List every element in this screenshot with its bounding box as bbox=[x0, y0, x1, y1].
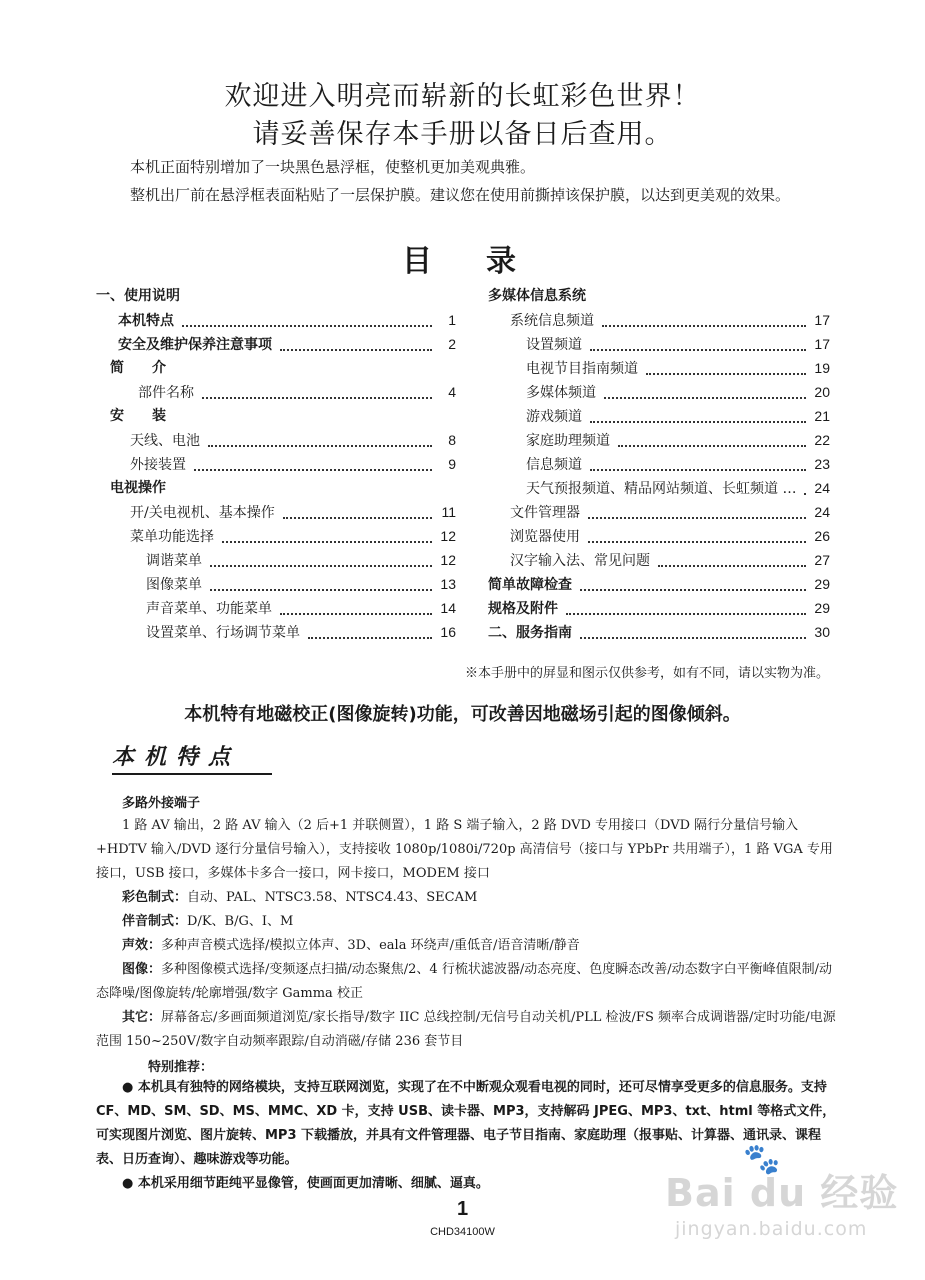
toc-entry bbox=[96, 356, 456, 380]
toc-entry bbox=[96, 596, 456, 620]
toc-entry-title: 安 装 bbox=[110, 408, 166, 424]
toc-entry-title: 浏览器使用 bbox=[510, 529, 580, 545]
toc-leader-dots bbox=[618, 445, 806, 447]
toc-entry bbox=[488, 548, 830, 572]
toc-entry bbox=[488, 500, 830, 524]
toc-entry-page: 29 bbox=[814, 600, 830, 616]
toc-entry-page: 22 bbox=[814, 432, 830, 448]
toc-left-column bbox=[96, 284, 456, 644]
toc-entry-page: 21 bbox=[814, 408, 830, 424]
toc-entry bbox=[488, 332, 830, 356]
sound-system-label: 伴音制式： bbox=[122, 914, 188, 929]
image-features-label: 图像： bbox=[122, 962, 162, 977]
toc-entry bbox=[96, 452, 456, 476]
watermark-url: jingyan.baidu.com bbox=[675, 1218, 868, 1240]
special-title: 特别推荐： bbox=[148, 1060, 214, 1075]
toc-entry-page: 1 bbox=[448, 312, 456, 328]
toc-entry-title: 设置频道 bbox=[526, 337, 582, 353]
toc-entry-title: 天气预报频道、精品网站频道、长虹频道 … bbox=[526, 481, 797, 497]
toc-entry bbox=[96, 476, 456, 500]
toc-entry bbox=[96, 524, 456, 548]
toc-right-column bbox=[488, 284, 830, 644]
toc-leader-dots bbox=[280, 349, 432, 351]
toc-leader-dots bbox=[580, 589, 806, 591]
toc-leader-dots bbox=[602, 325, 806, 327]
intro-paragraph-2: 整机出厂前在悬浮框表面粘贴了一层保护膜。建议您在使用前撕掉该保护膜，以达到更美观的效果。 bbox=[130, 186, 791, 204]
toc-leader-dots bbox=[590, 421, 806, 423]
toc-entry-title: 外接装置 bbox=[130, 457, 186, 473]
toc-leader-dots bbox=[658, 565, 806, 567]
toc-entry bbox=[488, 524, 830, 548]
other-features-value: 屏幕备忘/多画面频道浏览/家长指导/数字 IIC 总线控制/无信号自动关机/PLL 检波/FS 频率合成调谐器/定时功能/电源范围 150~250V/数字自动频率跟踪/自动消磁/存储 236 套节目 bbox=[96, 1010, 836, 1049]
toc-leader-dots bbox=[194, 469, 432, 471]
intro-paragraph-1: 本机正面特别增加了一块黑色悬浮框，使整机更加美观典雅。 bbox=[130, 158, 536, 176]
page-number: 1 bbox=[456, 1198, 469, 1220]
toc-entry bbox=[488, 380, 830, 404]
toc-leader-dots bbox=[580, 637, 806, 639]
toc-entry-title: 简单故障检查 bbox=[488, 577, 572, 593]
image-features bbox=[96, 958, 836, 1006]
sound-effect bbox=[96, 934, 836, 958]
toc-entry-title: 多媒体频道 bbox=[526, 385, 596, 401]
toc-entry-title: 本机特点 bbox=[118, 313, 174, 329]
image-features-value: 多种图像模式选择/变频逐点扫描/动态聚焦/2、4 行梳状滤波器/动态亮度、色度瞬态改善/动态数字白平衡峰值限制/动态降噪/图像旋转/轮廓增强/数字 Gamma 校正 bbox=[96, 962, 832, 1001]
toc-entry-page: 30 bbox=[814, 624, 830, 640]
toc-entry-page: 17 bbox=[814, 312, 830, 328]
toc-entry-page: 9 bbox=[448, 456, 456, 472]
toc-entry bbox=[488, 452, 830, 476]
toc-leader-dots bbox=[646, 373, 806, 375]
toc-entry bbox=[96, 404, 456, 428]
toc-entry-page: 27 bbox=[814, 552, 830, 568]
toc-entry bbox=[96, 620, 456, 644]
terminals-text: 1 路 AV 输出，2 路 AV 输入（2 后+1 并联侧置），1 路 S 端子输入，2 路 DVD 专用接口（DVD 隔行分量信号输入+HDTV 输入/DVD 逐行分量信号输入），支持接收 1080p/1080i/720p 高清信号（接口与 YPbPr 共用端子），1 路 VGA 专用接口，USB 接口，多媒体卡多合一接口，网卡接口，MODEM 接口 bbox=[96, 818, 833, 881]
toc-entry-title: 信息频道 bbox=[526, 457, 582, 473]
toc-entry-page: 16 bbox=[440, 624, 456, 640]
toc-entry-page: 20 bbox=[814, 384, 830, 400]
section-heading: 本机特点 bbox=[112, 745, 241, 770]
toc-entry bbox=[96, 308, 456, 332]
baidu-watermark bbox=[655, 1142, 915, 1260]
toc-entry-page: 12 bbox=[440, 528, 456, 544]
sound-effect-label: 声效： bbox=[122, 938, 162, 953]
toc-leader-dots bbox=[804, 493, 806, 495]
toc-leader-dots bbox=[202, 397, 432, 399]
toc-leader-dots bbox=[222, 541, 432, 543]
toc-title-char-1: 目 bbox=[402, 244, 434, 279]
toc-entry-page: 11 bbox=[441, 504, 456, 520]
toc-entry-title: 电视节目指南频道 bbox=[526, 361, 638, 377]
network-bullet: ● 本机具有独特的网络模块，支持互联网浏览，实现了在不中断观众观看电视的同时，还可尽情享受更多的信息服务。支持 CF、MD、SM、SD、MS、MMC、XD 卡，支持 USB、读卡器、MP3，支持解码 JPEG、MP3、txt、html 等格式文件，可实现图片浏览、图片旋转、MP3 下载播放，并具有文件管理器、电子节目指南、家庭助理（报事贴、计算器、通讯录、课程表、日历查询）、趣味游戏等功能。 bbox=[96, 1080, 836, 1167]
toc-leader-dots bbox=[210, 565, 432, 567]
toc-entry-title: 设置菜单、行场调节菜单 bbox=[146, 625, 300, 641]
toc-entry-title: 天线、电池 bbox=[130, 433, 200, 449]
paw-icon: 🐾 bbox=[743, 1142, 781, 1177]
toc-entry-page: 24 bbox=[814, 504, 830, 520]
toc-entry-page: 12 bbox=[440, 552, 456, 568]
toc-entry bbox=[96, 380, 456, 404]
toc-entry bbox=[488, 476, 830, 500]
sound-system-value: D/K、B/G、I、M bbox=[187, 914, 294, 929]
toc-leader-dots bbox=[308, 637, 432, 639]
toc-entry bbox=[96, 284, 456, 308]
toc-entry-title: 声音菜单、功能菜单 bbox=[146, 601, 272, 617]
toc-leader-dots bbox=[566, 613, 806, 615]
toc-entry-page: 24 bbox=[814, 480, 830, 496]
toc-entry-page: 2 bbox=[448, 336, 456, 352]
toc-entry-title: 部件名称 bbox=[138, 385, 194, 401]
toc-entry bbox=[488, 404, 830, 428]
toc-entry-page: 13 bbox=[440, 576, 456, 592]
toc-entry-title: 简 介 bbox=[110, 360, 166, 376]
geomagnetic-highlight: 本机特有地磁校正(图像旋转)功能，可改善因地磁场引起的图像倾斜。 bbox=[184, 704, 741, 725]
toc-leader-dots bbox=[604, 397, 806, 399]
toc-entry-title: 安全及维护保养注意事项 bbox=[118, 337, 272, 353]
toc-entry-page: 29 bbox=[814, 576, 830, 592]
terminals-title: 多路外接端子 bbox=[122, 796, 201, 811]
toc-leader-dots bbox=[588, 517, 806, 519]
color-system-label: 彩色制式： bbox=[122, 890, 188, 905]
toc-entry-title: 电视操作 bbox=[110, 480, 166, 496]
toc-leader-dots bbox=[210, 589, 432, 591]
toc-leader-dots bbox=[283, 517, 432, 519]
model-number: CHD34100W bbox=[430, 1226, 495, 1238]
toc-entry-title: 菜单功能选择 bbox=[130, 529, 214, 545]
toc-entry-title: 调谐菜单 bbox=[146, 553, 202, 569]
toc-entry bbox=[488, 620, 830, 644]
preserve-manual-line: 请妥善保存本手册以备日后查用。 bbox=[252, 119, 673, 150]
display-bullet: ● 本机采用细节距纯平显像管，使画面更加清晰、细腻、逼真。 bbox=[122, 1176, 489, 1191]
toc-entry-title: 游戏频道 bbox=[526, 409, 582, 425]
toc-entry-title: 系统信息频道 bbox=[510, 313, 594, 329]
toc-entry bbox=[96, 500, 456, 524]
toc-title-char-2: 录 bbox=[486, 244, 518, 279]
toc-entry-page: 8 bbox=[448, 432, 456, 448]
other-features-label: 其它： bbox=[122, 1010, 162, 1025]
disclaimer-note: ※本手册中的屏显和图示仅供参考，如有不同，请以实物为准。 bbox=[464, 666, 829, 681]
toc-entry-page: 26 bbox=[814, 528, 830, 544]
sound-effect-value: 多种声音模式选择/模拟立体声、3D、eala 环绕声/重低音/语音清晰/静音 bbox=[161, 938, 580, 953]
toc-entry-title: 文件管理器 bbox=[510, 505, 580, 521]
toc-entry-title: 一、使用说明 bbox=[96, 288, 180, 304]
toc-entry-page: 17 bbox=[814, 336, 830, 352]
heading-underline bbox=[112, 773, 272, 775]
color-system bbox=[96, 886, 836, 910]
toc-leader-dots bbox=[590, 349, 806, 351]
toc-entry-title: 汉字输入法、常见问题 bbox=[510, 553, 650, 569]
toc-leader-dots bbox=[588, 541, 806, 543]
other-features bbox=[96, 1006, 836, 1054]
toc-entry bbox=[488, 572, 830, 596]
toc-entry-title: 图像菜单 bbox=[146, 577, 202, 593]
welcome-line: 欢迎进入明亮而崭新的长虹彩色世界！ bbox=[224, 81, 701, 112]
toc-entry bbox=[96, 548, 456, 572]
toc-entry-title: 开/关电视机、基本操作 bbox=[130, 505, 275, 521]
toc-entry bbox=[488, 308, 830, 332]
toc-entry-page: 4 bbox=[448, 384, 456, 400]
toc-entry bbox=[488, 356, 830, 380]
toc-entry bbox=[488, 428, 830, 452]
toc-entry bbox=[96, 572, 456, 596]
toc-entry bbox=[488, 596, 830, 620]
color-system-value: 自动、PAL、NTSC3.58、NTSC4.43、SECAM bbox=[187, 890, 478, 905]
sound-system bbox=[96, 910, 836, 934]
toc-entry-title: 家庭助理频道 bbox=[526, 433, 610, 449]
toc-entry bbox=[96, 332, 456, 356]
toc-leader-dots bbox=[590, 469, 806, 471]
toc-entry-page: 23 bbox=[814, 456, 830, 472]
toc-entry-page: 19 bbox=[814, 360, 830, 376]
toc-entry-page: 14 bbox=[440, 600, 456, 616]
toc-entry-title: 二、服务指南 bbox=[488, 625, 572, 641]
toc-entry bbox=[488, 284, 830, 308]
toc-entry bbox=[96, 428, 456, 452]
toc-entry-title: 多媒体信息系统 bbox=[488, 288, 586, 304]
watermark-brand: Bai du 经验 bbox=[665, 1171, 899, 1215]
toc-leader-dots bbox=[208, 445, 432, 447]
toc-entry-title: 规格及附件 bbox=[488, 601, 558, 617]
toc-leader-dots bbox=[182, 325, 432, 327]
toc-title bbox=[402, 236, 518, 280]
toc-leader-dots bbox=[280, 613, 432, 615]
